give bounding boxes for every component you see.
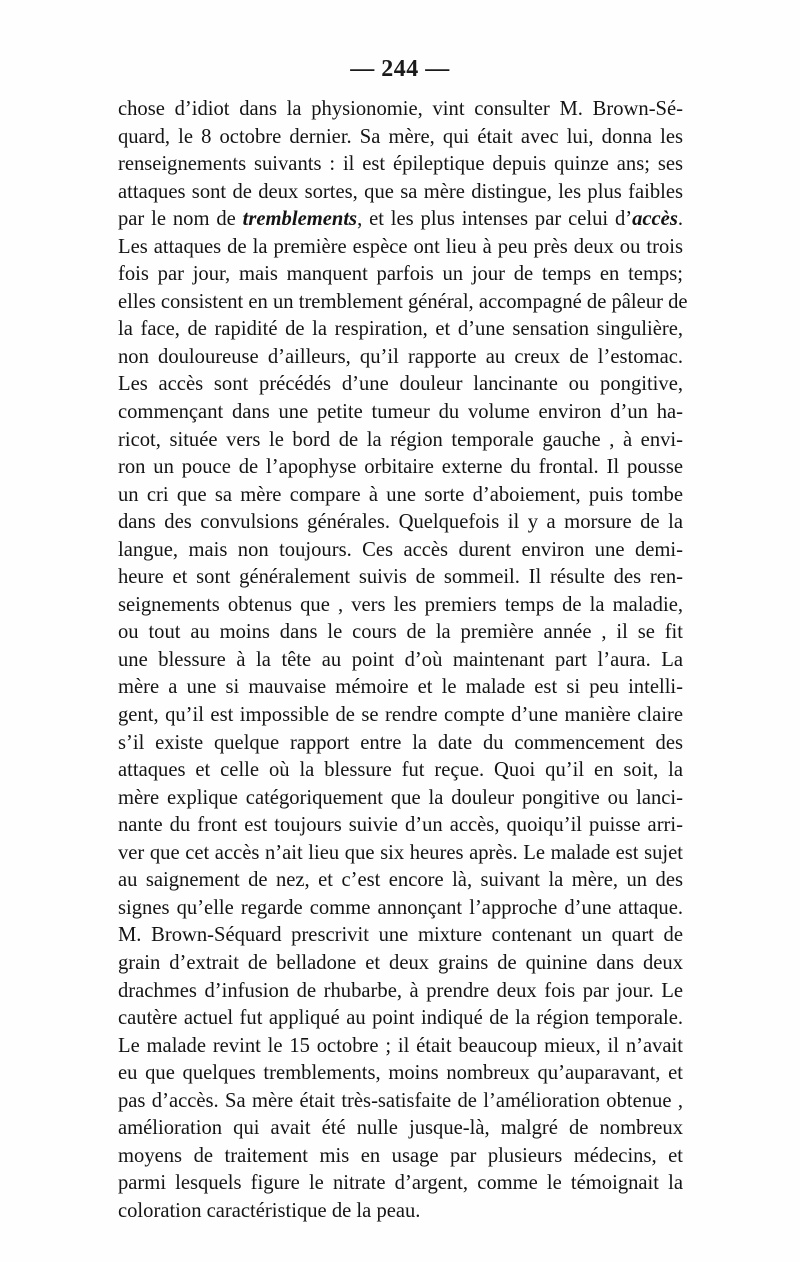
text-run: Les attaques de la première espèce ont lieu à peu près deux ou trois: [118, 235, 683, 258]
italic-term: tremblements: [242, 208, 358, 231]
text-run: ver que cet accès n’ait lieu que six heures après. Le malade est sujet: [118, 841, 683, 864]
text-run: drachmes d’infusion de rhubarbe, à prendre deux fois par jour. Le: [118, 979, 683, 1002]
text-run: moyens de traitement mis en usage par plusieurs médecins, et: [118, 1144, 683, 1167]
text-line: [118, 812, 683, 840]
text-line: [118, 1088, 683, 1116]
text-run: Le malade revint le 15 octobre ; il était beaucoup mieux, il n’avait: [118, 1034, 683, 1057]
text-line: [118, 674, 683, 702]
text-run: .: [677, 208, 683, 231]
text-run: heure et sont généralement suivis de sommeil. Il résulte des ren-: [118, 566, 683, 589]
text-run: ron un pouce de l’apophyse orbitaire externe du frontal. Il pousse: [118, 456, 683, 479]
text-run: attaques sont de deux sortes, que sa mère distingue, les plus faibles: [118, 180, 683, 203]
page-number-header: — 244 —: [350, 56, 450, 82]
text-run: la face, de rapidité de la respiration, et d’une sensation singulière,: [118, 318, 683, 341]
text-run: dans des convulsions générales. Quelquefois il y a morsure de la: [118, 511, 683, 534]
text-run: cautère actuel fut appliqué au point indiqué de la région temporale.: [118, 1007, 683, 1030]
text-line: [118, 564, 683, 592]
italic-term: accès: [632, 208, 678, 231]
text-run: seignements obtenus que , vers les premiers temps de la maladie,: [118, 593, 683, 616]
text-run: signes qu’elle regarde comme annonçant l’approche d’une attaque.: [118, 896, 683, 919]
text-run: non douloureuse d’ailleurs, qu’il rapporte au creux de l’estomac.: [118, 345, 683, 368]
text-run: commençant dans une petite tumeur du volume environ d’un ha-: [118, 401, 683, 424]
text-run: fois par jour, mais manquent parfois un jour de temps en temps;: [118, 263, 683, 286]
text-line: [118, 1170, 683, 1198]
text-line: [118, 895, 683, 923]
text-run: gent, qu’il est impossible de se rendre compte d’une manière claire: [118, 704, 683, 727]
text-run: ricot, située vers le bord de la région temporale gauche , à envi-: [118, 428, 683, 451]
text-line: [118, 1143, 683, 1171]
text-run: coloration caractéristique de la peau.: [118, 1199, 421, 1222]
text-run: M. Brown-Séquard prescrivit une mixture contenant un quart de: [118, 924, 683, 947]
text-run: mère explique catégoriquement que la douleur pongitive ou lanci-: [118, 786, 683, 809]
text-line: [118, 399, 683, 427]
text-line: [118, 482, 683, 510]
text-line: [118, 454, 683, 482]
text-line: [118, 1198, 683, 1226]
text-line: [118, 702, 683, 730]
text-line: [118, 151, 683, 179]
text-line: [118, 427, 683, 455]
text-run: Les accès sont précédés d’une douleur lancinante ou pongitive,: [118, 373, 683, 396]
text-line: [118, 509, 683, 537]
text-run: amélioration qui avait été nulle jusque-là, malgré de nombreux: [118, 1117, 683, 1140]
text-run: au saignement de nez, et c’est encore là, suivant la mère, un des: [118, 869, 683, 892]
text-run: renseignements suivants : il est épileptique depuis quinze ans; ses: [118, 153, 683, 176]
text-line: [118, 316, 683, 344]
text-line: [118, 344, 683, 372]
text-line: [118, 1115, 683, 1143]
text-line: [118, 647, 683, 675]
text-line: [118, 867, 683, 895]
text-line: [118, 922, 683, 950]
text-line: [118, 96, 683, 124]
text-run: grain d’extrait de belladone et deux grains de quinine dans deux: [118, 951, 683, 974]
text-line: [118, 950, 683, 978]
text-line: [118, 592, 683, 620]
text-run: eu que quelques tremblements, moins nombreux qu’auparavant, et: [118, 1062, 683, 1085]
text-line: [118, 124, 683, 152]
text-line: [118, 1060, 683, 1088]
text-line: [118, 179, 683, 207]
body-paragraph: [118, 96, 688, 1225]
text-run: , et les plus intenses par celui d’: [357, 208, 633, 231]
text-run: par le nom de: [118, 208, 243, 231]
text-line: [118, 1033, 683, 1061]
text-line: [118, 619, 683, 647]
text-run: mère a une si mauvaise mémoire et le malade est si peu intelli-: [118, 676, 683, 699]
text-line: [118, 785, 683, 813]
text-line: [118, 840, 683, 868]
text-line: [118, 730, 683, 758]
text-line: [118, 234, 683, 262]
text-line: [118, 757, 683, 785]
text-line: [118, 1005, 683, 1033]
text-run: s’il existe quelque rapport entre la date du commencement des: [118, 731, 683, 754]
text-line: [118, 261, 683, 289]
text-line: [118, 206, 683, 234]
text-run: parmi lesquels figure le nitrate d’argent, comme le témoignait la: [118, 1172, 683, 1195]
text-run: langue, mais non toujours. Ces accès durent environ une demi-: [118, 538, 683, 561]
text-run: nante du front est toujours suivie d’un accès, quoiqu’il puisse arri-: [118, 814, 683, 837]
text-run: ou tout au moins dans le cours de la première année , il se fit: [118, 621, 683, 644]
text-line: [118, 978, 683, 1006]
text-run: un cri que sa mère compare à une sorte d’aboiement, puis tombe: [118, 483, 683, 506]
text-run: quard, le 8 octobre dernier. Sa mère, qui était avec lui, donna les: [118, 125, 683, 148]
text-run: chose d’idiot dans la physionomie, vint consulter M. Brown-Sé-: [118, 98, 683, 120]
text-run: une blessure à la tête au point d’où maintenant part l’aura. La: [118, 648, 683, 671]
text-line: [118, 289, 688, 317]
text-line: [118, 537, 683, 565]
text-line: [118, 371, 683, 399]
text-run: attaques et celle où la blessure fut reçue. Quoi qu’il en soit, la: [118, 759, 683, 782]
text-run: pas d’accès. Sa mère était très-satisfaite de l’amélioration obtenue ,: [118, 1089, 683, 1112]
text-run: elles consistent en un tremblement général, accompagné de pâleur de: [118, 290, 688, 313]
